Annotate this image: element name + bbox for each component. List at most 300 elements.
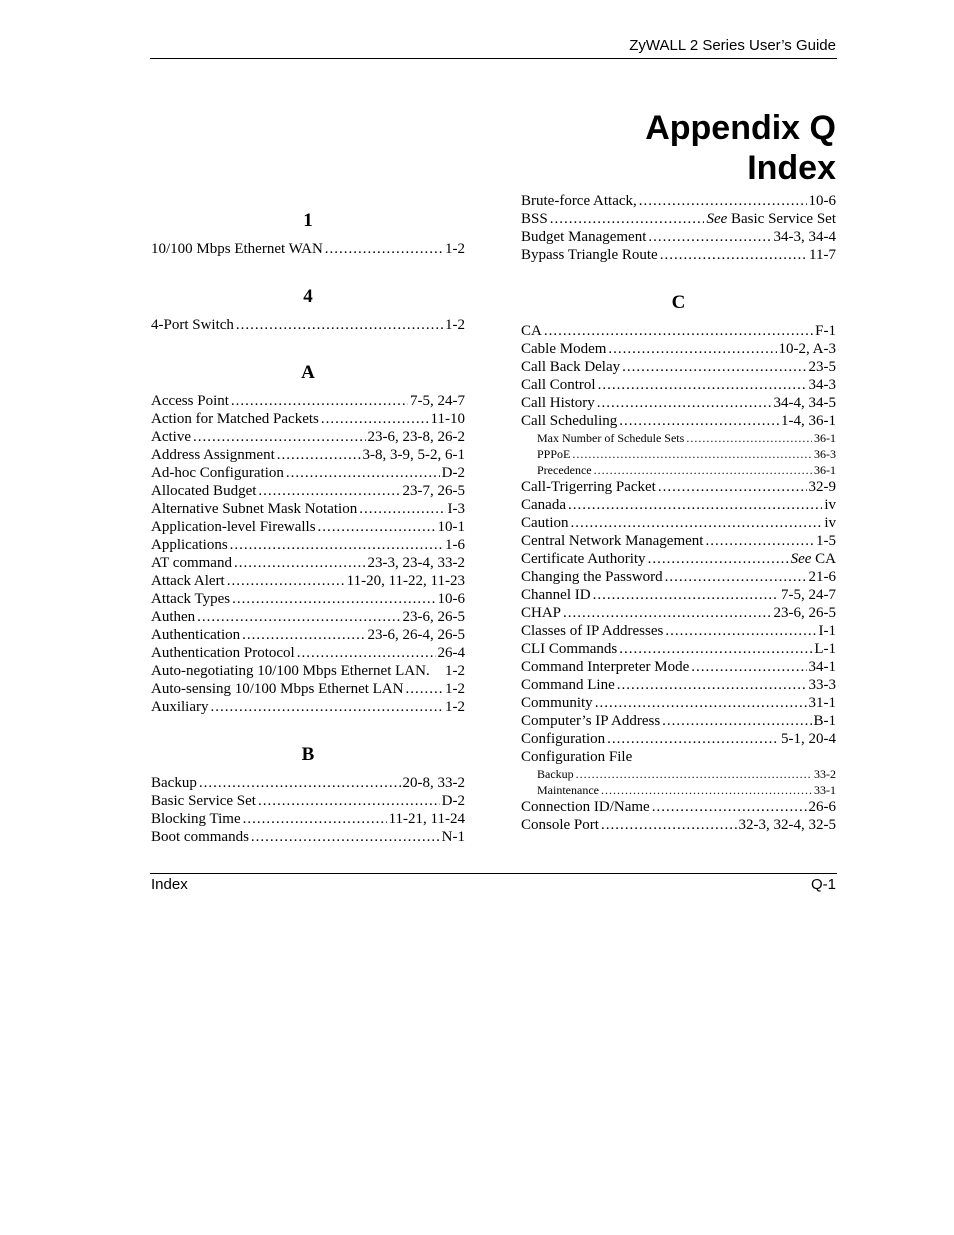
index-entry [151, 680, 465, 698]
index-column-right [521, 192, 836, 834]
index-pages [824, 514, 836, 532]
dot-leader [227, 572, 345, 590]
section-heading: A [301, 362, 315, 383]
index-pages [814, 430, 836, 446]
index-entry [521, 586, 836, 604]
index-pages [442, 464, 465, 482]
index-pages [814, 462, 836, 478]
section-heading: 1 [303, 210, 313, 231]
dot-leader [236, 316, 443, 334]
index-entry [521, 412, 836, 430]
index-term: BSS [521, 211, 548, 227]
index-term: Active [151, 429, 191, 445]
page-reference: 23-6, 26-5 [402, 609, 465, 625]
index-term: Call Scheduling [521, 413, 618, 429]
index-pages [814, 446, 836, 462]
index-pages [781, 586, 836, 604]
dot-leader [601, 782, 812, 798]
index-entry [151, 500, 465, 518]
dot-leader [286, 464, 440, 482]
dot-leader [321, 410, 429, 428]
dot-leader [199, 774, 401, 792]
index-pages [739, 816, 837, 834]
index-term: Authentication Protocol [151, 645, 295, 661]
dot-leader [563, 604, 771, 622]
page-reference: 23-6, 26-4, 26-5 [367, 627, 465, 643]
index-term: PPPoE [537, 447, 571, 461]
index-entry [521, 394, 836, 412]
dot-leader [359, 500, 445, 518]
index-entry [151, 590, 465, 608]
dot-leader [251, 828, 440, 846]
section-heading: 4 [303, 286, 313, 307]
see-reference: See [790, 551, 812, 567]
section-gap [151, 334, 465, 360]
index-entry [151, 828, 465, 846]
index-term: Configuration File [521, 749, 633, 765]
index-term: Authen [151, 609, 196, 625]
page-reference: B-1 [813, 713, 836, 729]
page-reference: 5-1, 20-4 [781, 731, 836, 747]
page-reference: 34-3, 34-4 [773, 229, 836, 245]
index-pages [809, 246, 836, 264]
index-term: Backup [537, 767, 574, 781]
dot-leader [572, 446, 812, 462]
index-term: Cable Modem [521, 341, 607, 357]
index-pages [809, 192, 837, 210]
dot-leader [597, 394, 772, 412]
index-label: Index [747, 149, 836, 187]
index-pages [438, 644, 466, 662]
index-entry [521, 376, 836, 394]
index-pages [448, 500, 466, 518]
index-pages [815, 322, 836, 340]
page-reference: 11-20, 11-22, 11-23 [346, 573, 465, 589]
page-reference: 11-10 [430, 411, 465, 427]
page-reference: 26-4 [437, 645, 465, 661]
index-term: Console Port [521, 817, 599, 833]
page-reference: 26-6 [808, 799, 836, 815]
page-reference: 1-2 [445, 663, 465, 679]
index-pages [824, 496, 836, 514]
page-reference: 10-1 [437, 519, 465, 535]
index-term: 10/100 Mbps Ethernet WAN [151, 241, 323, 257]
index-term: Maintenance [537, 783, 599, 797]
index-term: Access Point [151, 393, 229, 409]
page-reference: I-1 [818, 623, 836, 639]
dot-leader [405, 680, 443, 698]
index-pages [442, 828, 465, 846]
dot-leader [234, 554, 366, 572]
page-reference: 7-5, 24-7 [410, 393, 465, 409]
index-pages [814, 766, 836, 782]
dot-leader [211, 698, 444, 716]
index-pages [445, 680, 465, 698]
index-term: Connection ID/Name [521, 799, 650, 815]
index-entry [151, 518, 465, 536]
page-reference: L-1 [814, 641, 836, 657]
index-term: Allocated Budget [151, 483, 257, 499]
dot-leader [595, 694, 807, 712]
index-pages [347, 572, 465, 590]
dot-leader [705, 532, 814, 550]
index-pages [445, 698, 465, 716]
page-reference: 10-2, A-3 [778, 341, 836, 357]
dot-leader [598, 376, 807, 394]
index-pages [445, 316, 465, 334]
index-entry [521, 550, 836, 568]
index-entry [151, 810, 465, 828]
page-reference: 23-3, 23-4, 33-2 [367, 555, 465, 571]
page-reference: CA [815, 551, 836, 567]
index-entry [151, 428, 465, 446]
index-entry [521, 192, 836, 210]
index-pages [781, 730, 836, 748]
page-reference: I-3 [447, 501, 465, 517]
page-reference: iv [824, 515, 836, 531]
dot-leader [660, 246, 807, 264]
index-term: Classes of IP Addresses [521, 623, 664, 639]
index-term: Basic Service Set [151, 793, 256, 809]
index-term: Address Assignment [151, 447, 275, 463]
index-term: Applications [151, 537, 228, 553]
index-term: Attack Alert [151, 573, 225, 589]
index-pages [774, 604, 837, 622]
index-term: Brute-force Attack, [521, 193, 637, 209]
index-term: Changing the Password [521, 569, 663, 585]
index-entry [151, 572, 465, 590]
page-reference: 23-5 [808, 359, 836, 375]
index-entry [151, 446, 465, 464]
dot-leader [662, 712, 811, 730]
index-term: CHAP [521, 605, 562, 621]
index-term: Auto-sensing 10/100 Mbps Ethernet LAN [151, 681, 404, 697]
index-entry [521, 322, 836, 340]
index-term: Application-level Firewalls [151, 519, 316, 535]
index-entry [521, 496, 836, 514]
dot-leader [230, 536, 443, 554]
index-pages [389, 810, 465, 828]
header-title: ZyWALL 2 Series User’s Guide [629, 37, 836, 54]
index-entry [521, 340, 836, 358]
index-entry [521, 210, 836, 228]
index-pages [816, 532, 836, 550]
index-pages [445, 662, 465, 680]
index-entry [151, 698, 465, 716]
dot-leader [658, 478, 807, 496]
index-pages [363, 446, 465, 464]
index-entry [521, 514, 836, 532]
appendix-label: Appendix Q [645, 109, 836, 147]
page-reference: 3-8, 3-9, 5-2, 6-1 [362, 447, 465, 463]
index-term: Certificate Authority [521, 551, 646, 567]
dot-leader [607, 730, 779, 748]
section-gap [151, 716, 465, 742]
index-term: Call History [521, 395, 595, 411]
index-term: Canada [521, 497, 566, 513]
page-reference: 7-5, 24-7 [781, 587, 836, 603]
dot-leader [318, 518, 436, 536]
index-pages [438, 518, 466, 536]
index-term: Call Control [521, 377, 596, 393]
index-pages [814, 712, 837, 730]
dot-leader [258, 482, 400, 500]
page-reference: 36-3 [814, 447, 836, 461]
index-pages [809, 376, 837, 394]
page-reference: iv [824, 497, 836, 513]
index-entry [151, 464, 465, 482]
index-term: CLI Commands [521, 641, 618, 657]
page-reference: 1-2 [445, 681, 465, 697]
index-term: Precedence [537, 463, 592, 477]
dot-leader [648, 228, 771, 246]
index-term: Configuration [521, 731, 606, 747]
dot-leader [297, 644, 436, 662]
index-entry [151, 792, 465, 810]
index-entry [151, 240, 465, 258]
index-term: Attack Types [151, 591, 231, 607]
page-reference: 33-1 [814, 783, 836, 797]
page-title [645, 108, 836, 188]
footer-section-label: Index [151, 876, 188, 893]
index-entry [521, 676, 836, 694]
page-reference: Basic Service Set [731, 211, 836, 227]
page-reference: D-2 [441, 793, 465, 809]
index-pages [706, 210, 836, 228]
dot-leader [665, 622, 816, 640]
index-pages [809, 568, 837, 586]
dot-leader [258, 792, 440, 810]
section-gap [521, 264, 836, 290]
page-reference: 32-9 [808, 479, 836, 495]
dot-leader [648, 550, 789, 568]
index-entry [151, 316, 465, 334]
dot-leader [325, 240, 443, 258]
dot-leader [197, 608, 400, 626]
index-entry [151, 774, 465, 792]
dot-leader [617, 676, 807, 694]
index-pages [403, 482, 466, 500]
index-entry [521, 532, 836, 550]
index-term: Max Number of Schedule Sets [537, 431, 685, 445]
index-term: Backup [151, 775, 197, 791]
index-term: Boot commands [151, 829, 249, 845]
index-pages [809, 478, 837, 496]
index-term: 4-Port Switch [151, 317, 234, 333]
index-entry [151, 410, 465, 428]
dot-leader [576, 766, 812, 782]
index-entry [151, 482, 465, 500]
index-column-left [151, 208, 465, 846]
page-reference: 21-6 [808, 569, 836, 585]
index-pages [445, 240, 465, 258]
index-pages [779, 340, 837, 358]
dot-leader [242, 626, 365, 644]
index-entry [521, 816, 836, 834]
page-reference: 34-4, 34-5 [773, 395, 836, 411]
index-entry [521, 798, 836, 816]
page-reference: 1-4, 36-1 [781, 413, 836, 429]
page-reference: 20-8, 33-2 [402, 775, 465, 791]
page-reference: 36-1 [814, 463, 836, 477]
index-term: AT command [151, 555, 232, 571]
index-entry [521, 622, 836, 640]
dot-leader [608, 340, 776, 358]
index-term: Ad-hoc Configuration [151, 465, 284, 481]
index-pages [368, 626, 466, 644]
dot-leader [686, 430, 812, 446]
dot-leader [601, 816, 737, 834]
index-term: CA [521, 323, 542, 339]
index-term: Central Network Management [521, 533, 704, 549]
index-term: Caution [521, 515, 569, 531]
index-subentry [521, 462, 836, 478]
index-term: Community [521, 695, 593, 711]
index-pages [809, 694, 837, 712]
index-entry [151, 608, 465, 626]
index-term: Auxiliary [151, 699, 209, 715]
page-reference: 1-2 [445, 699, 465, 715]
index-term: Channel ID [521, 587, 591, 603]
dot-leader [571, 514, 823, 532]
index-pages [809, 798, 837, 816]
index-entry [521, 730, 836, 748]
index-term: Action for Matched Packets [151, 411, 319, 427]
dot-leader [568, 496, 822, 514]
index-subentry [521, 766, 836, 782]
index-term: Command Interpreter Mode [521, 659, 690, 675]
dot-leader [619, 412, 779, 430]
index-entry [151, 644, 465, 662]
index-pages [368, 428, 466, 446]
index-term: Alternative Subnet Mask Notation [151, 501, 358, 517]
dot-leader [193, 428, 366, 446]
dot-leader [619, 640, 812, 658]
page-reference: N-1 [441, 829, 465, 845]
dot-leader [243, 810, 387, 828]
index-pages [791, 550, 836, 568]
dot-leader [232, 590, 435, 608]
page-reference: 23-6, 23-8, 26-2 [367, 429, 465, 445]
section-heading: C [671, 292, 686, 313]
see-reference: See [706, 211, 728, 227]
dot-leader [544, 322, 813, 340]
header-rule [150, 58, 837, 59]
page-reference: 1-5 [816, 533, 836, 549]
section-gap [151, 258, 465, 284]
index-subentry [521, 446, 836, 462]
index-entry [521, 658, 836, 676]
page-reference: 33-2 [814, 767, 836, 781]
dot-leader [277, 446, 361, 464]
page-reference: 10-6 [437, 591, 465, 607]
index-entry [151, 536, 465, 554]
dot-leader [593, 586, 779, 604]
page-reference: 1-2 [445, 241, 465, 257]
index-pages [431, 410, 465, 428]
index-term: Blocking Time [151, 811, 241, 827]
page-reference: 31-1 [808, 695, 836, 711]
page-reference: 11-21, 11-24 [388, 811, 465, 827]
index-term: Auto-negotiating 10/100 Mbps Ethernet LAN. [151, 663, 430, 679]
dot-leader [652, 798, 807, 816]
index-pages [819, 622, 837, 640]
index-entry [521, 712, 836, 730]
dot-leader [665, 568, 807, 586]
page-reference: F-1 [815, 323, 836, 339]
index-pages [442, 792, 465, 810]
index-term: Authentication [151, 627, 241, 643]
index-subentry [521, 430, 836, 446]
page-reference: D-2 [441, 465, 465, 481]
index-pages [774, 394, 837, 412]
index-pages [781, 412, 836, 430]
page-reference: 1-6 [445, 537, 465, 553]
page-reference: 1-2 [445, 317, 465, 333]
index-subentry [521, 782, 836, 798]
index-pages [809, 358, 837, 376]
index-pages [403, 774, 466, 792]
index-pages [438, 590, 466, 608]
dot-leader [231, 392, 408, 410]
index-entry [151, 392, 465, 410]
index-entry [521, 604, 836, 622]
index-pages [410, 392, 465, 410]
page-reference: 34-3 [808, 377, 836, 393]
dot-leader [550, 210, 705, 228]
index-entry [521, 748, 836, 766]
index-entry [521, 358, 836, 376]
index-pages [368, 554, 466, 572]
index-entry [521, 640, 836, 658]
page-reference: 10-6 [808, 193, 836, 209]
index-pages [774, 228, 837, 246]
index-entry [521, 478, 836, 496]
page-reference: 33-3 [808, 677, 836, 693]
page-reference: 23-7, 26-5 [402, 483, 465, 499]
index-pages [809, 676, 837, 694]
index-entry [521, 694, 836, 712]
index-entry [521, 246, 836, 264]
page-reference: 36-1 [814, 431, 836, 445]
dot-leader [639, 192, 807, 210]
dot-leader [691, 658, 806, 676]
index-entry [151, 554, 465, 572]
index-term: Call Back Delay [521, 359, 621, 375]
index-pages [809, 658, 837, 676]
index-term: Command Line [521, 677, 615, 693]
page-reference: 23-6, 26-5 [773, 605, 836, 621]
page-reference: 11-7 [809, 247, 836, 263]
index-term: Call-Trigerring Packet [521, 479, 656, 495]
dot-leader [594, 462, 812, 478]
section-heading: B [301, 744, 315, 765]
dot-leader [622, 358, 806, 376]
page-number: Q-1 [810, 876, 836, 893]
page-reference: 34-1 [808, 659, 836, 675]
index-pages [403, 608, 466, 626]
index-term: Budget Management [521, 229, 647, 245]
index-pages [814, 640, 836, 658]
index-pages [814, 782, 836, 798]
index-entry [521, 568, 836, 586]
index-entry [521, 228, 836, 246]
index-entry [151, 662, 465, 680]
index-entry [151, 626, 465, 644]
footer-rule [150, 873, 837, 874]
index-term: Bypass Triangle Route [521, 247, 658, 263]
index-term: Computer’s IP Address [521, 713, 661, 729]
